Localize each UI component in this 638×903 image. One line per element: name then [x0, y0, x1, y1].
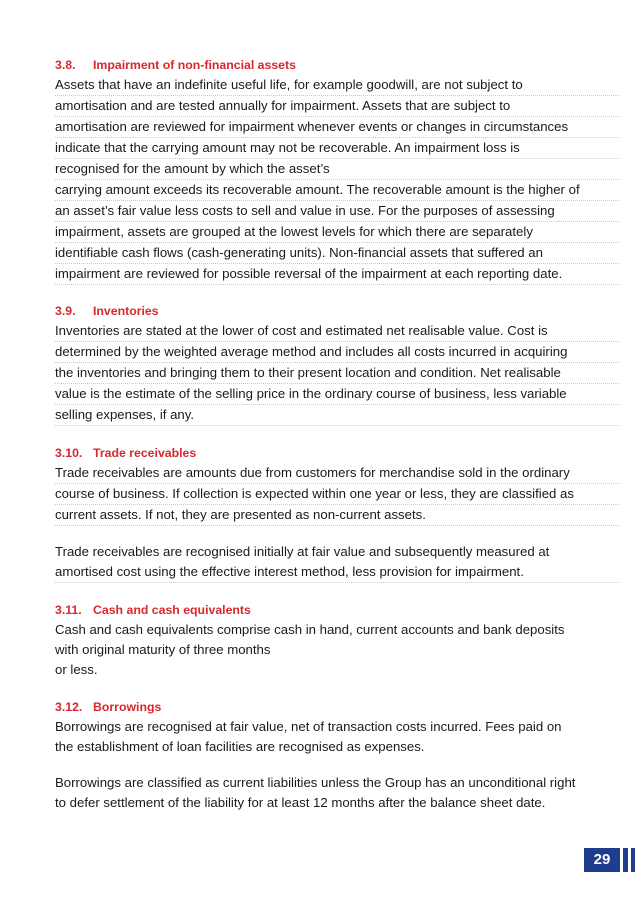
section-heading: [55, 56, 620, 75]
section-title: Cash and cash equivalents: [93, 603, 251, 617]
section-number: 3.9.: [55, 304, 76, 318]
paragraph-line: the establishment of loan facilities are recognised as expenses.: [55, 739, 425, 754]
section-title: Trade receivables: [93, 446, 197, 460]
paragraph-line: amortised cost using the effective interest method, less provision for impairment.: [55, 562, 620, 583]
section-borrowings: [55, 698, 620, 813]
paragraph-line: current assets. If not, they are presented as non-current assets.: [55, 505, 620, 526]
paragraph-line: selling expenses, if any.: [55, 405, 620, 426]
paragraph-line: carrying amount exceeds its recoverable amount. The recoverable amount is the higher of: [55, 180, 620, 201]
section-trade-receivables: [55, 444, 620, 583]
paragraph-line: identifiable cash flows (cash-generating units). Non-financial assets that suffered an: [55, 243, 620, 264]
section-number: 3.8.: [55, 58, 76, 72]
paragraph-line: with original maturity of three months: [55, 642, 271, 657]
section-inventories: [55, 302, 620, 426]
paragraph-line: recognised for the amount by which the asset’s: [55, 159, 620, 180]
paragraph-line: amortisation are reviewed for impairment whenever events or changes in circumstances: [55, 117, 620, 138]
decorative-bar: [623, 848, 628, 872]
document-page: [55, 56, 620, 813]
paragraph-line: impairment, assets are grouped at the lowest levels for which there are separately: [55, 222, 620, 243]
paragraph-line: Assets that have an indefinite useful life, for example goodwill, are not subject to: [55, 75, 620, 96]
paragraph-line: the inventories and bringing them to their present location and condition. Net realisable: [55, 363, 620, 384]
paragraph-line: indicate that the carrying amount may not be recoverable. An impairment loss is: [55, 138, 620, 159]
paragraph-line: Inventories are stated at the lower of cost and estimated net realisable value. Cost is: [55, 321, 620, 342]
section-impairment: [55, 56, 620, 285]
section-title: Impairment of non-financial assets: [93, 58, 296, 72]
section-heading: [55, 601, 620, 620]
paragraph-line: Trade receivables are amounts due from customers for merchandise sold in the ordinary: [55, 463, 620, 484]
section-number: 3.12.: [55, 700, 83, 714]
page-number-badge: 29: [584, 848, 620, 872]
paragraph-line: Cash and cash equivalents comprise cash in hand, current accounts and bank deposits: [55, 622, 565, 637]
paragraph-line: an asset’s fair value less costs to sell and value in use. For the purposes of assessing: [55, 201, 620, 222]
section-number: 3.11.: [55, 603, 82, 617]
paragraph-line: or less.: [55, 662, 98, 677]
paragraph-line: value is the estimate of the selling price in the ordinary course of business, less variable: [55, 384, 620, 405]
section-cash-equivalents: [55, 601, 620, 680]
paragraph-line: determined by the weighted average method and includes all costs incurred in acquiring: [55, 342, 620, 363]
section-number: 3.10.: [55, 446, 83, 460]
paragraph-line: impairment are reviewed for possible reversal of the impairment at each reporting date.: [55, 264, 620, 285]
section-title: Borrowings: [93, 700, 162, 714]
section-heading: [55, 698, 620, 717]
paragraph-line: to defer settlement of the liability for at least 12 months after the balance sheet date.: [55, 795, 546, 810]
section-heading: [55, 444, 620, 463]
section-heading: [55, 302, 620, 321]
paragraph-line: amortisation and are tested annually for impairment. Assets that are subject to: [55, 96, 620, 117]
paragraph-line: Borrowings are classified as current liabilities unless the Group has an unconditional right: [55, 775, 576, 790]
paragraph-line: Trade receivables are recognised initially at fair value and subsequently measured at: [55, 544, 550, 559]
decorative-bar: [631, 848, 635, 872]
section-title: Inventories: [93, 304, 159, 318]
paragraph-line: Borrowings are recognised at fair value, net of transaction costs incurred. Fees paid on: [55, 719, 562, 734]
paragraph-line: course of business. If collection is expected within one year or less, they are classified as: [55, 484, 620, 505]
